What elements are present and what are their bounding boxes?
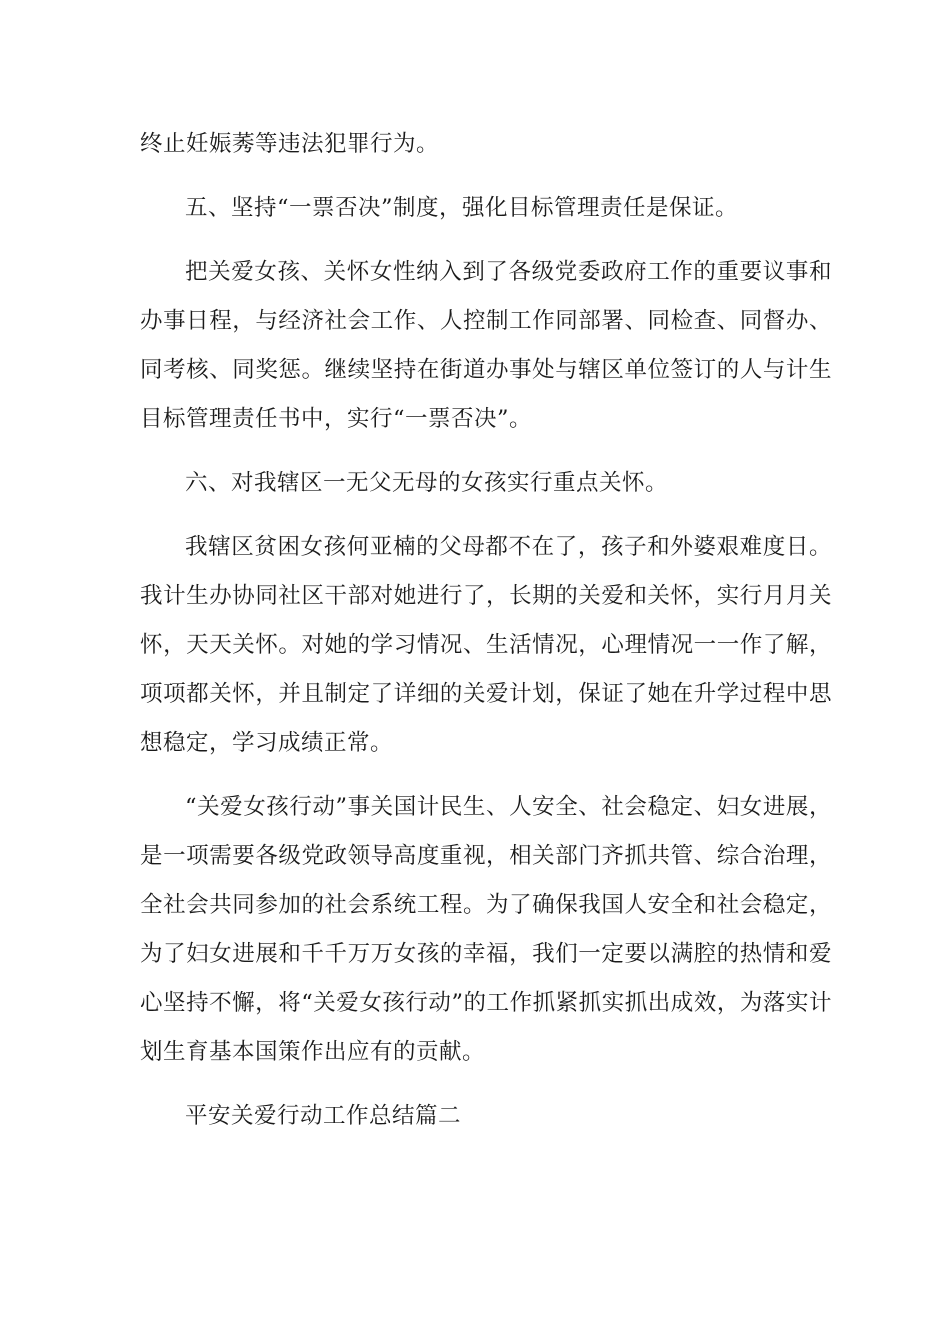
paragraph-target-management: 把关爱女孩、关怀女性纳入到了各级党委政府工作的重要议事和办事日程，与经济社会工作、人控制工作同部署、同检查、同督办、同考核、同奖惩。继续坚持在街道办事处与辖区单位签订的人与计生目标管理责任书中，实行“一票否决”。 (140, 259, 832, 432)
document-body (140, 120, 832, 1156)
paragraph-conclusion: “关爱女孩行动”事关国计民生、人安全、社会稳定、妇女进展，是一项需要各级党政领导高度重视，相关部门齐抓共管、综合治理，全社会共同参加的社会系统工程。为了确保我国人安全和社会稳定，为了妇女进展和千千万万女孩的幸福，我们一定要以满腔的热情和爱心坚持不懈，将“关爱女孩行动”的工作抓紧抓实抓出成效，为落实计划生育基本国策作出应有的贡献。 (140, 794, 832, 1065)
paragraph-orphan-care: 我辖区贫困女孩何亚楠的父母都不在了，孩子和外婆艰难度日。我计生办协同社区干部对她进行了，长期的关爱和关怀，实行月月关怀，天天关怀。对她的学习情况、生活情况，心理情况一一作了解，项项都关怀，并且制定了详细的关爱计划，保证了她在升学过程中思想稳定，学习成绩正常。 (140, 534, 832, 756)
paragraph-continuation: 终止妊娠莠等违法犯罪行为。 (140, 131, 440, 157)
section-heading-six: 六、对我辖区一无父无母的女孩实行重点关怀。 (185, 470, 669, 496)
article-title-part-two: 平安关爱行动工作总结篇二 (185, 1103, 462, 1129)
section-heading-five: 五、坚持“一票否决”制度，强化目标管理责任是保证。 (185, 195, 739, 221)
